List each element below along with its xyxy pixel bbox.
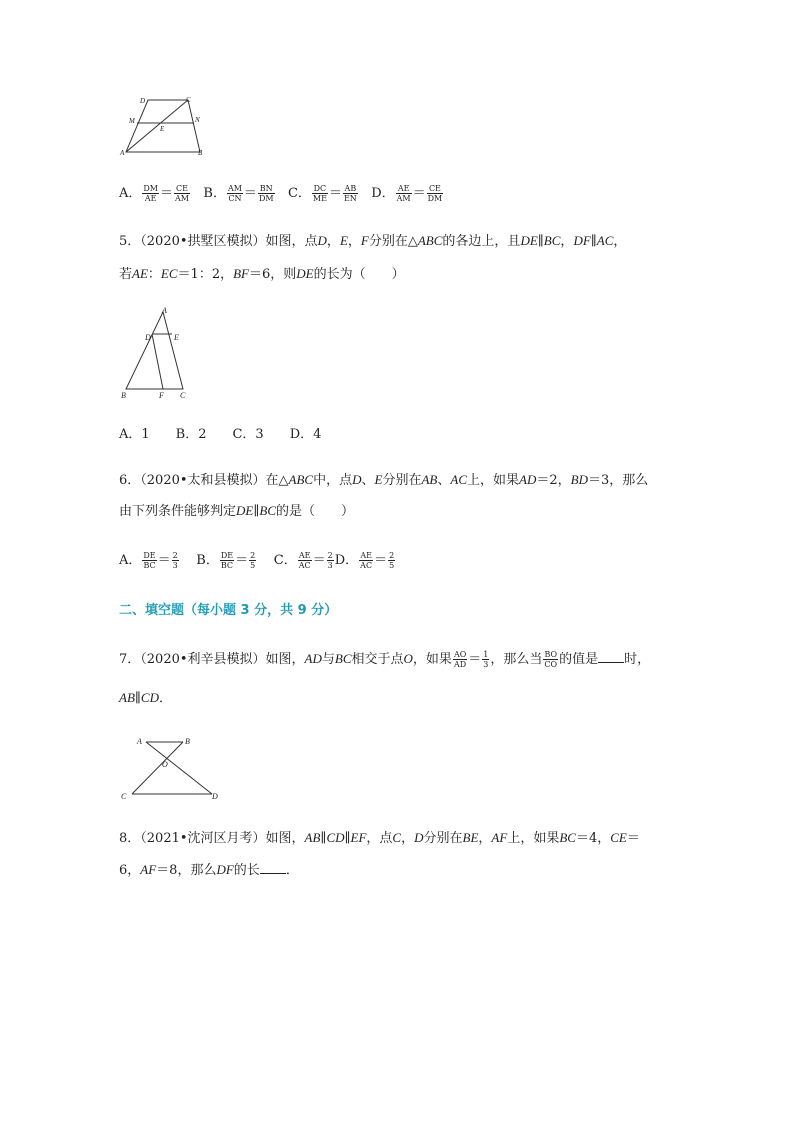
- label-b: B: [198, 149, 203, 157]
- q7-stem-line1: 7．（2020•利辛县模拟）如图，AD与BC相交于点O，如果 $\frac{AO}{AD}$ ＝ $\frac{1}{3}$ ，那么当 $\frac{BO}{CO}$ 的值是 时，: [119, 650, 651, 669]
- q8-stem-line2: 6，AF＝8，那么DF的长 ．: [119, 862, 299, 878]
- label-d: D: [140, 97, 146, 105]
- q6-stem-line2: 由下列条件能够判定DE∥BC的是（ ）: [119, 503, 355, 519]
- label-e: E: [174, 333, 179, 342]
- label-a: A: [162, 306, 167, 315]
- label-e: E: [160, 125, 165, 133]
- section-title-fill-blank: 二、填空题（每小题 3 分，共 9 分）: [119, 603, 338, 618]
- figure-triangle-q5: [116, 304, 196, 400]
- q6-options: [119, 551, 396, 570]
- triangle-abc: [126, 312, 183, 389]
- segment-ac: [126, 100, 188, 152]
- q6-option-b[interactable]: B． $\frac{DE}{BC}$ ＝ $\frac{2}{5}$: [196, 551, 256, 570]
- label-f: F: [159, 391, 164, 400]
- label-m: M: [129, 117, 135, 125]
- q4-option-a[interactable]: A． $\frac{DM}{AE}$ ＝ $\frac{CE}{AM}$: [119, 184, 189, 203]
- label-c: C: [186, 96, 191, 104]
- q5-options[interactable]: A．1 B．2 C．3 D．4: [119, 427, 322, 442]
- q8-stem-line1: 8．（2021•沈河区月考）如图，AB∥CD∥EF，点C，D分别在BE，AF上，如果BC＝4，CE＝: [119, 830, 640, 846]
- figure-trapezoid: [118, 93, 210, 159]
- label-b: B: [121, 391, 126, 400]
- q6-option-d[interactable]: D． $\frac{AE}{AC}$ ＝ $\frac{2}{5}$: [334, 551, 395, 570]
- q4-options: [119, 184, 444, 203]
- label-a: A: [137, 737, 142, 746]
- q4-option-b[interactable]: B． $\frac{AM}{CN}$ ＝ $\frac{BN}{DM}$: [203, 184, 274, 203]
- q6-option-c[interactable]: C． $\frac{AE}{AC}$ ＝ $\frac{2}{3}$: [273, 551, 333, 570]
- label-c: C: [121, 792, 127, 801]
- q8-answer-blank[interactable]: [260, 861, 286, 874]
- label-o: O: [162, 760, 168, 769]
- q5-stem-line2: 若AE：EC＝1：2，BF＝6，则DE的长为（ ）: [119, 266, 405, 282]
- q4-option-d[interactable]: D． $\frac{AE}{AM}$ ＝ $\frac{CE}{DM}$: [371, 184, 443, 203]
- segment-ad: [146, 742, 212, 794]
- segment-df: [152, 334, 163, 389]
- q7-stem-line2: AB∥CD．: [119, 690, 172, 706]
- label-d: D: [145, 333, 151, 342]
- label-a: A: [120, 149, 125, 157]
- q4-option-c[interactable]: C． $\frac{DC}{ME}$ ＝ $\frac{AB}{EN}$: [287, 184, 357, 203]
- segment-bc: [132, 742, 183, 794]
- figure-bowtie-q7: [116, 733, 226, 803]
- q5-stem-line1: 5．（2020•拱墅区模拟）如图，点D，E，F分别在△ABC的各边上，且DE∥BC，DF∥AC，: [119, 233, 627, 249]
- label-n: N: [195, 116, 200, 124]
- label-c: C: [180, 391, 186, 400]
- label-d: D: [212, 792, 218, 801]
- q6-stem-line1: 6．（2020•太和县模拟）在△ABC中，点D、E分别在AB、AC上，如果AD＝2，BD＝3，那么: [119, 472, 649, 488]
- label-b: B: [185, 737, 190, 746]
- q6-option-a[interactable]: A． $\frac{DE}{BC}$ ＝ $\frac{2}{3}$: [119, 551, 178, 570]
- q7-answer-blank[interactable]: [598, 650, 624, 663]
